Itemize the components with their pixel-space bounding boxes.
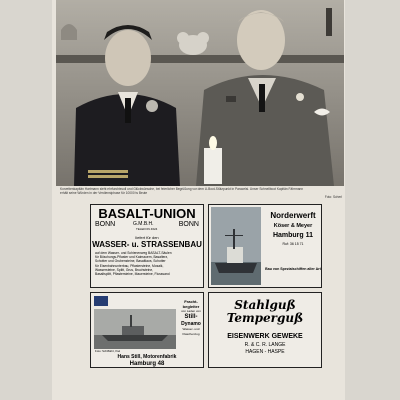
basalt-body	[91, 250, 203, 277]
photo-illustration	[56, 0, 344, 186]
caption-line-2: erhält seine Würden in der Verdienstphase für 10000 ts Beute	[60, 191, 148, 195]
geweke-city: HAGEN - HASPE	[245, 349, 285, 355]
ad-basalt-union	[90, 204, 204, 288]
photo-credit: Foto: Scherl	[324, 195, 342, 199]
basalt-body-line: Basaltsplitt, Pflastersteine, Mauersteine, Flusssand	[95, 272, 170, 277]
still-side-text: Fracht-	[184, 299, 198, 304]
basalt-city-left: BONN	[95, 221, 116, 228]
ad-eisenwerk-geweke	[208, 292, 322, 368]
photo-caption	[60, 187, 342, 205]
norderwerft-city: Hamburg 11	[272, 232, 314, 239]
ad-hans-still	[90, 292, 204, 368]
basalt-supplies: liefert für den	[135, 235, 159, 240]
geweke-owner: R. & C. R. LANGE	[244, 342, 286, 348]
advertisements	[90, 204, 322, 368]
still-city: Hamburg 48	[129, 361, 165, 367]
basalt-city-right: BONN	[178, 221, 199, 228]
basalt-headline: WASSER- u. STRASSENBAU	[92, 240, 202, 249]
warship-photo	[94, 309, 176, 349]
still-side-text: von Laden von	[181, 309, 201, 313]
basalt-body-line: für Eisenbahnunterbau, Pflastersteine, Mosaik,	[95, 263, 164, 268]
still-side-text: Dynamo	[181, 321, 201, 327]
still-side-text: begleiter	[182, 304, 200, 309]
geweke-company: EISENWERK GEWEKE	[227, 333, 303, 340]
norderwerft-title: Norderwerft	[270, 211, 316, 220]
basalt-title: BASALT-UNION	[98, 206, 196, 221]
basalt-body-line: Schotter und Grubensteine, Basaltlava, Schotter	[95, 259, 166, 264]
stahlguss-line1: Stahlguß	[234, 298, 296, 312]
still-photo-credit: Foto: Schiffahrt, Kiel	[95, 349, 121, 353]
norderwerft-phone: Ruf: 36 15 71	[282, 242, 304, 246]
stahlguss-line2: Temperguß	[226, 311, 304, 325]
still-side-text: Wasser- und	[182, 327, 200, 331]
basalt-body-line: für Böschungs-Pflaster und Kaimauern, Basalterz,	[95, 255, 169, 260]
norderwerft-partners: Köser & Meyer	[273, 223, 313, 229]
still-company: Hans Still, Motorenfabrik	[117, 354, 177, 360]
still-logo-icon	[94, 296, 108, 306]
ship-illustration	[211, 207, 261, 285]
basalt-phone: TELEFON 4624	[136, 227, 158, 231]
still-side-text: Flaschenzug	[182, 332, 200, 336]
norderwerft-tagline: Bau von Spezialschiffen aller Art	[265, 267, 321, 271]
still-side-text: Still-	[184, 314, 198, 320]
basalt-body-line: auf dem Wasser- und Schienenweg BASALT-Säulen	[95, 251, 172, 255]
still-sidebar	[179, 299, 203, 337]
ad-norderwerft	[208, 204, 322, 288]
portrait-photo	[56, 0, 344, 186]
basalt-company: G.M.B.H.	[133, 221, 154, 227]
basalt-body-line: Wassersteine, Splitt, Grus, Bruchsteine,	[95, 267, 154, 272]
caption-line-1: Korvettenkapitän Hartmann sieht ehrfurchtsvoll und Glückwünsche, bei feierlicher Begrüßung vor dem U-Boot-Stützpunkt in Paracelsi. Unser Schnellboot Kapitän Fährmann	[60, 187, 304, 191]
